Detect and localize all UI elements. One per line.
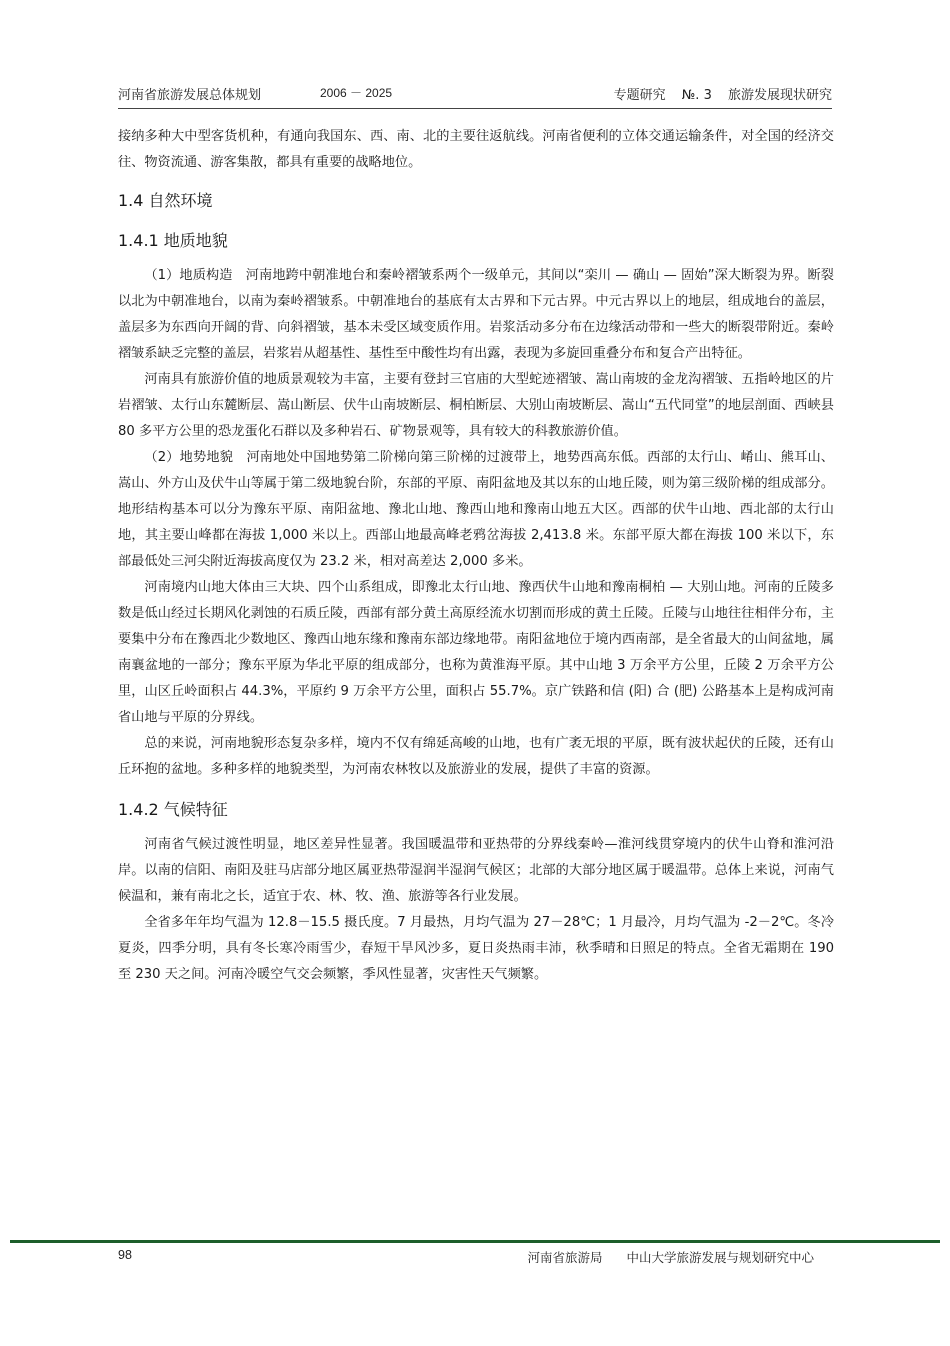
paragraph-geo-landscapes: 河南具有旅游价值的地质景观较为丰富，主要有登封三官庙的大型蛇迹褶皱、嵩山南坡的金龙沟褶皱、五指岭地区的片岩褶皱、太行山东麓断层、嵩山断层、伏牛山南坡断层、桐柏断层、大别山南坡断层、嵩山“五代同堂”的地层剖面、西峡县 80 多平方公里的恐龙蛋化石群以及多种岩石、矿物景观等，具有较大的科教旅游价值。 — [118, 372, 834, 439]
paragraph-mountains: 河南境内山地大体由三大块、四个山系组成，即豫北太行山地、豫西伏牛山地和豫南桐柏 — 大别山地。河南的丘陵多数是低山经过长期风化剥蚀的石质丘陵，西部有部分黄土高原经流水切割而形成的黄土丘陵。丘陵与山地往往相伴分布，主要集中分布在豫西北少数地区、豫西山地东缘和豫南东部边缘地带。南阳盆地位于境内西南部，是全省最大的山间盆地，属南襄盆地的一部分；豫东平原为华北平原的组成部分，也称为黄淮海平原。其中山地 3 万余平方公里，丘陵 2 万余平方公里，山区丘岭面积占 44.3%，平原约 9 万余平方公里，面积占 55.7%。京广铁路和信 (阳) 合 (肥) 公路基本上是构成河南省山地与平原的分界线。 — [118, 580, 834, 725]
plan-period: 2006 － 2025 — [320, 86, 393, 100]
footer-organizations — [507, 1248, 814, 1266]
header-divider — [118, 108, 832, 109]
paragraph-terrain: （2）地势地貌 河南地处中国地势第二阶梯向第三阶梯的过渡带上，地势西高东低。西部的太行山、崤山、熊耳山、嵩山、外方山及伏牛山等属于第二级地貌台阶，东部的平原、南阳盆地及其以东的山地丘陵，则为第三级阶梯的组成部分。地形结构基本可以分为豫东平原、南阳盆地、豫北山地、豫西山地和豫南山地五大区。西部的伏牛山地、西北部的太行山地，其主要山峰都在海拔 1,000 米以上。西部山地最高峰老鸦岔海拔 2,413.8 米。东部平原大都在海拔 100 米以下，东部最低处三河尖附近海拔高度仅为 23.2 米，相对高差达 2,000 多米。 — [118, 450, 834, 569]
paragraph-climate: 河南省气候过渡性明显，地区差异性显著。我国暖温带和亚热带的分界线秦岭—淮河线贯穿境内的伏牛山脊和淮河沿岸。以南的信阳、南阳及驻马店部分地区属亚热带湿润半湿润气候区；北部的大部分地区属于暖温带。总体上来说，河南气候温和，兼有南北之长，适宜于农、林、牧、渔、旅游等各行业发展。 — [118, 837, 834, 904]
paragraph-geology: （1）地质构造 河南地跨中朝准地台和秦岭褶皱系两个一级单元，其间以“栾川 — 确山 — 固始”深大断裂为界。断裂以北为中朝准地台，以南为秦岭褶皱系。中朝准地台的基底有太古界和下元古界。中元古界以上的地层，组成地台的盖层，盖层多为东西向开阔的背、向斜褶皱，基本未受区域变质作用。岩浆活动多分布在边缘活动带和一些大的断裂带附近。秦岭褶皱系缺乏完整的盖层，岩浆岩从超基性、基性至中酸性均有出露，表现为多旋回重叠分布和复合产出特征。 — [118, 268, 834, 361]
footer-divider — [10, 1240, 940, 1243]
footer-org-tourism-bureau: 河南省旅游局 — [527, 1250, 603, 1265]
issue-number: №. 3 — [681, 88, 712, 103]
section-heading-1-4: 1.4 自然环境 — [118, 191, 213, 210]
section-heading-1-4-1: 1.4.1 地质地貌 — [118, 231, 228, 250]
paragraph-summary: 总的来说，河南地貌形态复杂多样，境内不仅有绵延高峻的山地，也有广袤无垠的平原，既有波状起伏的丘陵，还有山丘环抱的盆地。多种多样的地貌类型，为河南农林牧以及旅游业的发展，提供了丰富的资源。 — [118, 736, 834, 777]
page-header — [118, 84, 832, 106]
document-title: 河南省旅游发展总体规划 — [118, 88, 262, 103]
page-number: 98 — [118, 1248, 132, 1262]
section-heading-1-4-2: 1.4.2 气候特征 — [118, 800, 228, 819]
paragraph-temperature: 全省多年年均气温为 12.8－15.5 摄氏度。7 月最热，月均气温为 27－28℃；1 月最冷，月均气温为 -2－2℃。冬冷夏炎，四季分明，具有冬长寒冷雨雪少，春短干旱风沙多，夏日炎热雨丰沛，秋季晴和日照足的特点。全省无霜期在 190 至 230 天之间。河南冷暖空气交会频繁，季风性显著，灾害性天气频繁。 — [118, 915, 834, 982]
section-label: 专题研究 — [613, 88, 666, 103]
footer-org-research-center: 中山大学旅游发展与规划研究中心 — [626, 1250, 814, 1265]
intro-paragraph: 接纳多种大中型客货机种，有通向我国东、西、南、北的主要往返航线。河南省便利的立体交通运输条件，对全国的经济交往、物资流通、游客集散，都具有重要的战略地位。 — [118, 129, 834, 170]
topic-label: 旅游发展现状研究 — [727, 88, 832, 103]
header-right — [614, 84, 832, 103]
main-content — [118, 124, 834, 988]
